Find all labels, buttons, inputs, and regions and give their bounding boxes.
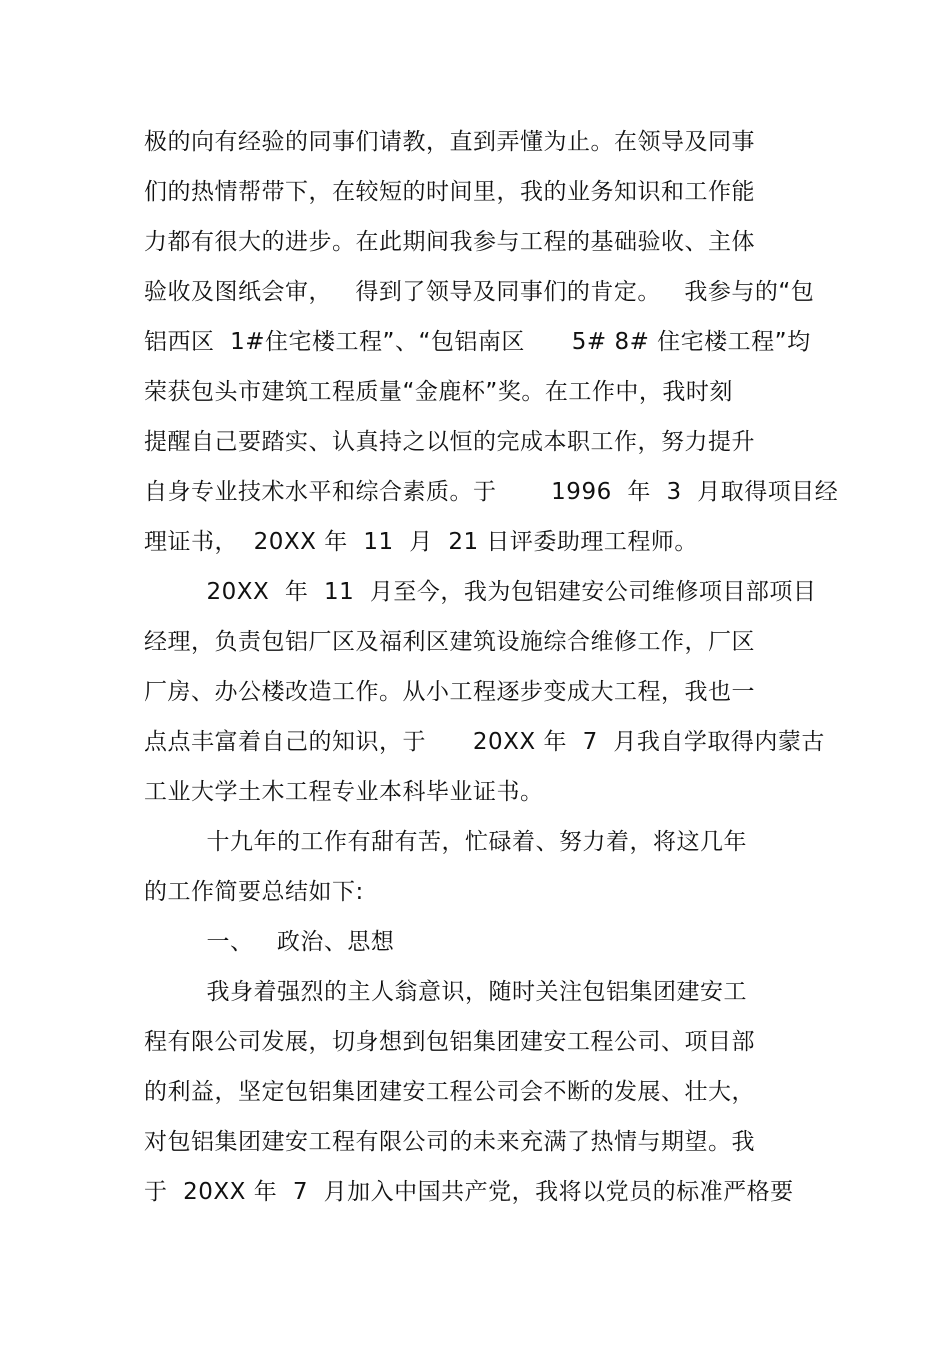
text-line: 于 20XX 年 7 月加入中国共产党，我将以党员的标准严格要	[144, 1179, 794, 1205]
text-line: 力都有很大的进步。在此期间我参与工程的基础验收、主体	[144, 229, 755, 255]
text-line: 提醒自己要踏实、认真持之以恒的完成本职工作，努力提升	[144, 429, 755, 455]
text-line: 们的热情帮带下，在较短的时间里，我的业务知识和工作能	[144, 179, 755, 205]
text-line: 经理，负责包铝厂区及福利区建筑设施综合维修工作，厂区	[144, 629, 755, 655]
text-line: 工业大学土木工程专业本科毕业证书。	[144, 779, 544, 805]
text-line: 20XX 年 11 月至今，我为包铝建安公司维修项目部项目	[144, 579, 817, 605]
text-line: 厂房、办公楼改造工作。从小工程逐步变成大工程，我也一	[144, 679, 755, 705]
text-line: 验收及图纸会审， 得到了领导及同事们的肯定。 我参与的“包	[144, 279, 815, 305]
text-line: 对包铝集团建安工程有限公司的未来充满了热情与期望。我	[144, 1129, 755, 1155]
text-line: 自身专业技术水平和综合素质。于 1996 年 3 月取得项目经	[144, 479, 839, 505]
text-line: 荣获包头市建筑工程质量“金鹿杯”奖。在工作中，我时刻	[144, 379, 733, 405]
text-line: 点点丰富着自己的知识，于 20XX 年 7 月我自学取得内蒙古	[144, 729, 825, 755]
text-line: 理证书， 20XX 年 11 月 21 日评委助理工程师。	[144, 529, 698, 555]
text-line: 铝西区 1#住宅楼工程”、“包铝南区 5# 8# 住宅楼工程”均	[144, 329, 811, 355]
text-line: 极的向有经验的同事们请教，直到弄懂为止。在领导及同事	[144, 129, 755, 155]
section-heading: 一、 政治、思想	[144, 929, 395, 955]
text-line: 的工作简要总结如下:	[144, 879, 364, 905]
text-line: 十九年的工作有甜有苦，忙碌着、努力着，将这几年	[144, 829, 747, 855]
text-line: 我身着强烈的主人翁意识，随时关注包铝集团建安工	[144, 979, 747, 1005]
text-line: 的利益，坚定包铝集团建安工程公司会不断的发展、壮大，	[144, 1079, 755, 1105]
text-line: 程有限公司发展，切身想到包铝集团建安工程公司、项目部	[144, 1029, 755, 1055]
